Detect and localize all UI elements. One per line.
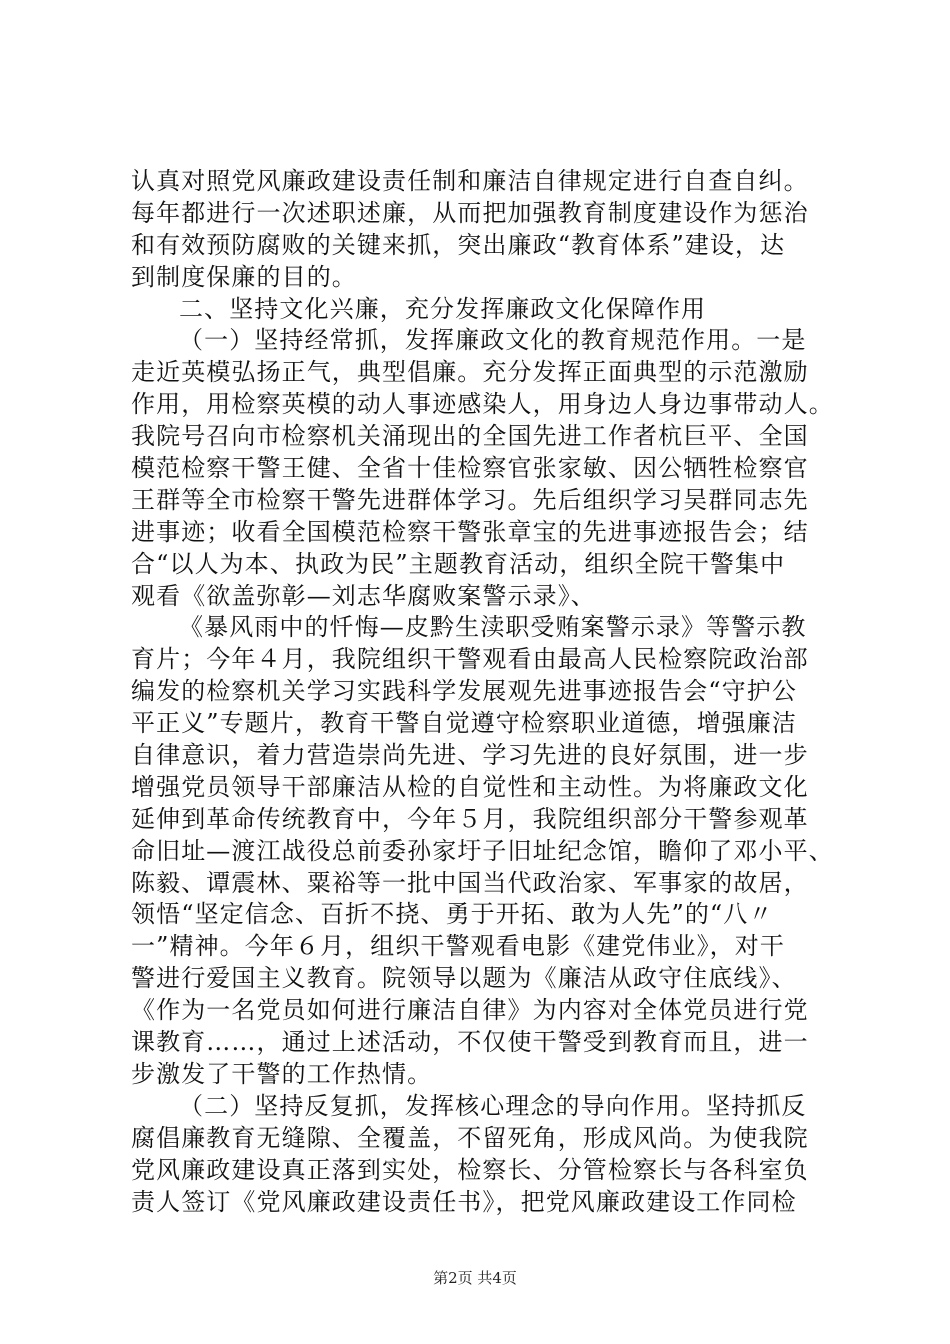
text-line: 合“以人为本、执政为民”主题教育活动，组织全院干警集中 [131,549,786,578]
text-line: 步激发了干警的工作热情。 [131,1059,433,1088]
text-line: 育片；今年４月，我院组织干警观看由最高人民检察院政治部 [131,645,809,674]
subsection-heading-line: （一）坚持经常抓，发挥廉政文化的教育规范作用。一是 [179,326,807,355]
paragraph-start-line: 《暴风雨中的忏悔—皮黔生渎职受贿案警示录》等警示教 [179,613,807,642]
text-line: 警进行爱国主义教育。院领导以题为《廉洁从政守住底线》、 [131,964,797,993]
text-line: 和有效预防腐败的关键来抓，突出廉政“教育体系”建设，达 [131,230,786,259]
text-line: 自律意识，着力营造崇尚先进、学习先进的良好氛围，进一步 [131,741,809,770]
text-line: 观看《欲盖弥彰—刘志华腐败案警示录》、 [131,581,596,610]
document-body [131,166,834,1218]
text-line: 编发的检察机关学习实践科学发展观先进事迹报告会“守护公 [131,677,797,706]
text-line: 平正义”专题片，教育干警自觉遵守检察职业道德，增强廉洁 [131,709,797,738]
text-line: 模范检察干警王健、全省十佳检察官张家敏、因公牺牲检察官 [131,454,809,483]
section-heading: 二、坚持文化兴廉，充分发挥廉政文化保障作用 [179,294,707,323]
text-line: 到制度保廉的目的。 [131,262,357,291]
text-line: 王群等全市检察干警先进群体学习。先后组织学习吴群同志先 [131,485,809,514]
page-footer [0,1268,950,1288]
text-line: 走近英模弘扬正气，典型倡廉。充分发挥正面典型的示范激励 [131,358,809,387]
text-line: 课教育……，通过上述活动，不仅使干警受到教育而且，进一 [131,1028,809,1057]
text-line: 命旧址—渡江战役总前委孙家圩子旧址纪念馆，瞻仰了邓小平、 [131,836,834,865]
text-line: 领悟“坚定信念、百折不挠、勇于开拓、敢为人先”的“八〃 [131,900,774,929]
text-line: 我院号召向市检察机关涌现出的全国先进工作者杭巨平、全国 [131,422,809,451]
text-line: 陈毅、谭震林、粟裕等一批中国当代政治家、军事家的故居， [131,868,809,897]
text-line: 《作为一名党员如何进行廉洁自律》为内容对全体党员进行党 [131,996,809,1025]
text-line: 作用，用检察英模的动人事迹感染人，用身边人身边事带动人。 [131,390,834,419]
page-number-label: 第2页 共4页 [433,1269,517,1287]
text-line: 党风廉政建设真正落到实处，检察长、分管检察长与各科室负 [131,1155,809,1184]
text-line: 延伸到革命传统教育中，今年５月，我院组织部分干警参观革 [131,804,809,833]
text-line: 一”精神。今年６月，组织干警观看电影《建党伟业》，对干 [131,932,785,961]
text-line: 腐倡廉教育无缝隙、全覆盖，不留死角，形成风尚。为使我院 [131,1123,809,1152]
text-line: 增强党员领导干部廉洁从检的自觉性和主动性。为将廉政文化 [131,772,809,801]
subsection-heading-line: （二）坚持反复抓，发挥核心理念的导向作用。坚持抓反 [179,1091,807,1120]
text-line: 认真对照党风廉政建设责任制和廉洁自律规定进行自查自纠。 [131,167,809,195]
text-line: 每年都进行一次述职述廉，从而把加强教育制度建设作为惩治 [131,198,809,227]
text-line: 责人签订《党风廉政建设责任书》，把党风廉政建设工作同检 [131,1187,797,1216]
text-line: 进事迹；收看全国模范检察干警张章宝的先进事迹报告会；结 [131,517,809,546]
